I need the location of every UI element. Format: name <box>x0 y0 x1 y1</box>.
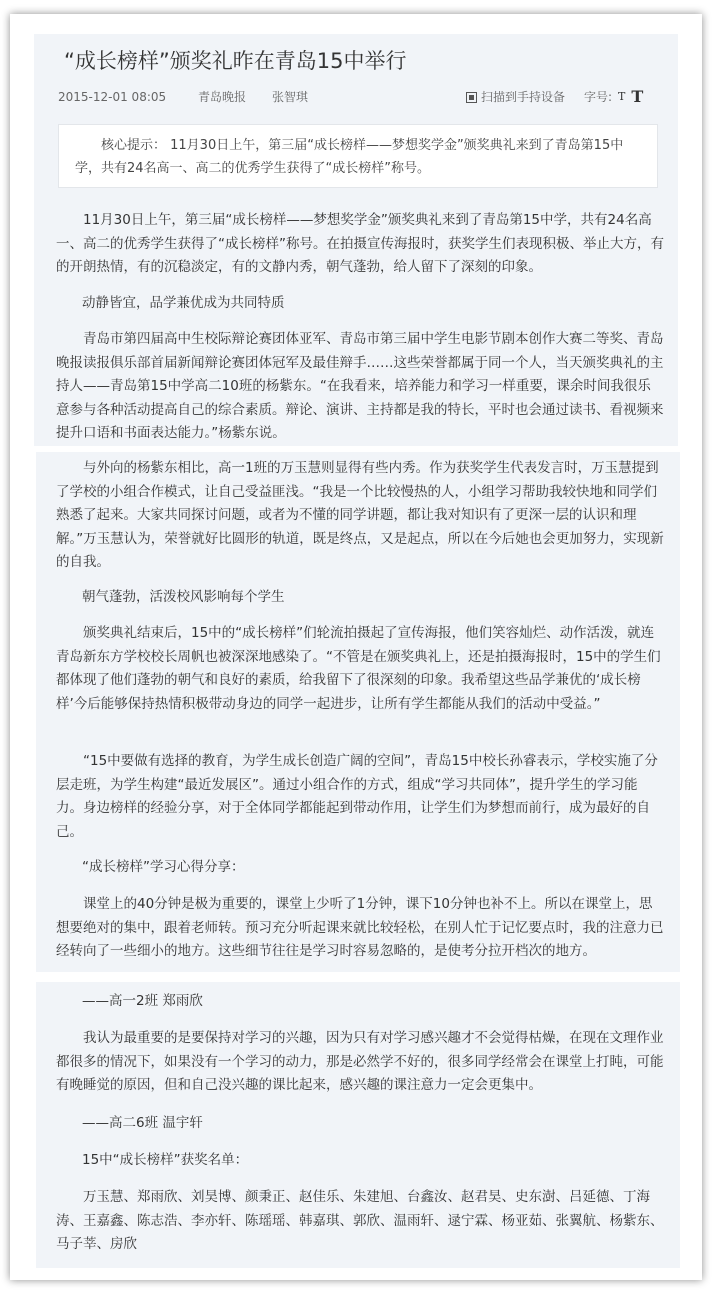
winners-list: 万玉慧、郑雨欣、刘昊博、颜秉正、赵佳乐、朱建旭、台鑫汝、赵君昊、史东澍、吕延德、丁海涛、王嘉鑫、陈志浩、李亦轩、陈瑶瑶、韩嘉琪、郭欣、温雨轩、逯宁霖、杨亚茹、张翼航、杨紫东、马子莘、房欣 <box>56 1189 664 1252</box>
scan-label: 扫描到手持设备 <box>481 90 566 104</box>
article-source[interactable]: 青岛晚报 <box>198 90 247 104</box>
section-heading-4: 15中“成长榜样”获奖名单： <box>82 1152 249 1168</box>
font-size-large-button[interactable]: T <box>631 87 644 106</box>
font-size-control <box>584 87 643 107</box>
signature-1: ——高一2班 郑雨欣 <box>82 993 203 1009</box>
paragraph-7: 我认为最重要的是要保持对学习的兴趣，因为只有对学习感兴趣才不会觉得枯燥，在现在文理作业都很多的情况下，如果没有一个学习的动力，那是必然学不好的，很多同学经常会在课堂上打盹，可能有晚睡觉的原因，但和自己没兴趣的课比起来，感兴趣的课注意力一定会更集中。 <box>56 1030 664 1093</box>
signature-2: ——高二6班 温宇轩 <box>82 1115 203 1131</box>
qr-code-icon <box>466 92 477 103</box>
article-title: “成长榜样”颁奖礼昨在青岛15中举行 <box>64 49 407 73</box>
paragraph-1: 11月30日上午，第三届“成长榜样——梦想奖学金”颁奖典礼来到了青岛第15中学，共有24名高一、高二的优秀学生获得了“成长榜样”称号。在拍摄宣传海报时，获奖学生们表现积极、举止大方，有的开朗热情，有的沉稳淡定，有的文静内秀，朝气蓬勃，给人留下了深刻的印象。 <box>56 212 664 275</box>
paragraph-6: 课堂上的40分钟是极为重要的，课堂上少听了1分钟，课下10分钟也补不上。所以在课堂上，思想要绝对的集中，跟着老师转。预习充分听起课来就比较轻松，在别人忙于记忆要点时，我的注意力已经转向了一些细小的地方。这些细节往往是学习时容易忽略的，是使考分拉开档次的地方。 <box>56 896 664 959</box>
article-author: 张智琪 <box>272 90 309 104</box>
section-heading-2: 朝气蓬勃，活泼校风影响每个学生 <box>82 589 285 605</box>
paragraph-3: 与外向的杨紫东相比，高一1班的万玉慧则显得有些内秀。作为获奖学生代表发言时，万玉慧提到了学校的小组合作模式，让自己受益匪浅。“我是一个比较慢热的人，小组学习帮助我较快地和同学们熟悉了起来。大家共同探讨问题，或者为不懂的同学讲题，都让我对知识有了更深一层的认识和理解。”万玉慧认为，荣誉就好比圆形的轨道，既是终点，又是起点，所以在今后她也会更加努力，实现新的自我。 <box>56 460 664 570</box>
article-meta <box>58 87 668 107</box>
article-summary: 核心提示： 11月30日上午，第三届“成长榜样——梦想奖学金”颁奖典礼来到了青岛第15中学，共有24名高一、高二的优秀学生获得了“成长榜样”称号。 <box>58 124 658 188</box>
section-heading-3: “成长榜样”学习心得分享： <box>82 859 245 875</box>
paragraph-4: 颁奖典礼结束后，15中的“成长榜样”们轮流拍摄起了宣传海报，他们笑容灿烂、动作活泼，就连青岛新东方学校校长周帆也被深深地感染了。“不管是在颁奖典礼上，还是拍摄海报时，15中的学生们都体现了他们蓬勃的朝气和良好的素质，给我留下了很深刻的印象。我希望这些品学兼优的‘成长榜样’今后能够保持热情积极带动身边的同学一起进步，让所有学生都能从我们的活动中受益。” <box>56 625 661 712</box>
font-size-label: 字号: <box>584 90 613 104</box>
paragraph-5: “15中要做有选择的教育，为学生成长创造广阔的空间”，青岛15中校长孙睿表示，学校实施了分层走班，为学生构建“最近发展区”。通过小组合作的方式，组成“学习共同体”，提升学生的学习能力。身边榜样的经验分享，对于全体同学都能起到带动作用，让学生们为梦想而前行，成为最好的自己。 <box>56 753 658 840</box>
paragraph-2: 青岛市第四届高中生校际辩论赛团体亚军、青岛市第三届中学生电影节剧本创作大赛二等奖、青岛晚报读报俱乐部首届新闻辩论赛团体冠军及最佳辩手……这些荣誉都属于同一个人，当天颁奖典礼的主持人——青岛第15中学高二10班的杨紫东。“在我看来，培养能力和学习一样重要，课余时间我很乐意参与各种活动提高自己的综合素质。辩论、演讲、主持都是我的特长，平时也会通过读书、看视频来提升口语和书面表达能力。”杨紫东说。 <box>56 331 664 441</box>
publish-date: 2015-12-01 08:05 <box>58 90 167 104</box>
section-heading-1: 动静皆宜，品学兼优成为共同特质 <box>82 295 285 311</box>
scan-to-mobile-button[interactable] <box>466 87 565 107</box>
font-size-small-button[interactable]: T <box>618 90 626 103</box>
